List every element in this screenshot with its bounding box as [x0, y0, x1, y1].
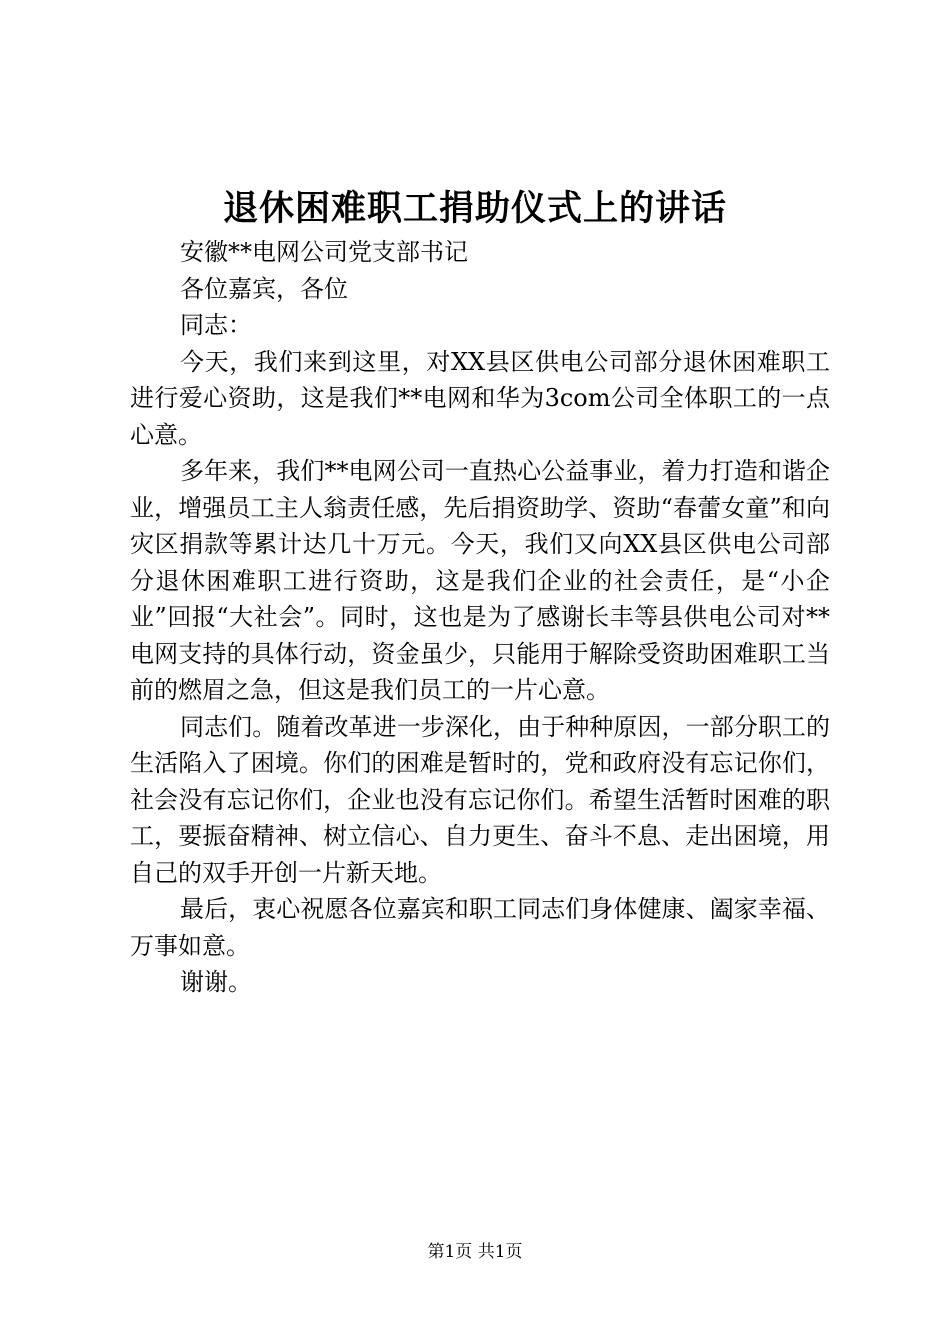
document-title: 退休困难职工捐助仪式上的讲话: [222, 188, 727, 229]
document-body: [130, 234, 830, 1001]
salutation-line-2: 同志：: [180, 311, 252, 339]
body-paragraph-history: 多年来，我们**电网公司一直热心公益事业，着力打造和谐企业，增强员工主人翁责任感，先后捐资助学、资助“春蕾女童”和向灾区捐款等累计达几十万元。今天，我们又向XX县区供电公司部分退休困难职工进行资助，这是我们企业的社会责任，是“小企业”回报“大社会”。同时，这也是为了感谢长丰等县供电公司对**电网支持的具体行动，资金虽少，只能用于解除受资助困难职工当前的燃眉之急，但这是我们员工的一片心意。: [130, 457, 830, 704]
page-footer: 第1页 共1页: [427, 1242, 523, 1262]
thanks-line: 谢谢。: [180, 968, 252, 996]
body-paragraph-intro: 今天，我们来到这里，对XX县区供电公司部分退休困难职工进行爱心资助，这是我们**电网和华为3com公司全体职工的一点心意。: [130, 347, 830, 449]
salutation-line: 各位嘉宾，各位: [180, 274, 348, 303]
body-paragraph-encouragement: 同志们。随着改革进一步深化，由于种种原因，一部分职工的生活陷入了困境。你们的困难是暂时的，党和政府没有忘记你们，社会没有忘记你们，企业也没有忘记你们。希望生活暂时困难的职工，要振奋精神、树立信心、自力更生、奋斗不息、走出困境，用自己的双手开创一片新天地。: [130, 712, 830, 887]
body-paragraph-closing: 最后，衷心祝愿各位嘉宾和职工同志们身体健康、阖家幸福、万事如意。: [130, 895, 830, 960]
author-line: 安徽**电网公司党支部书记: [180, 238, 468, 266]
